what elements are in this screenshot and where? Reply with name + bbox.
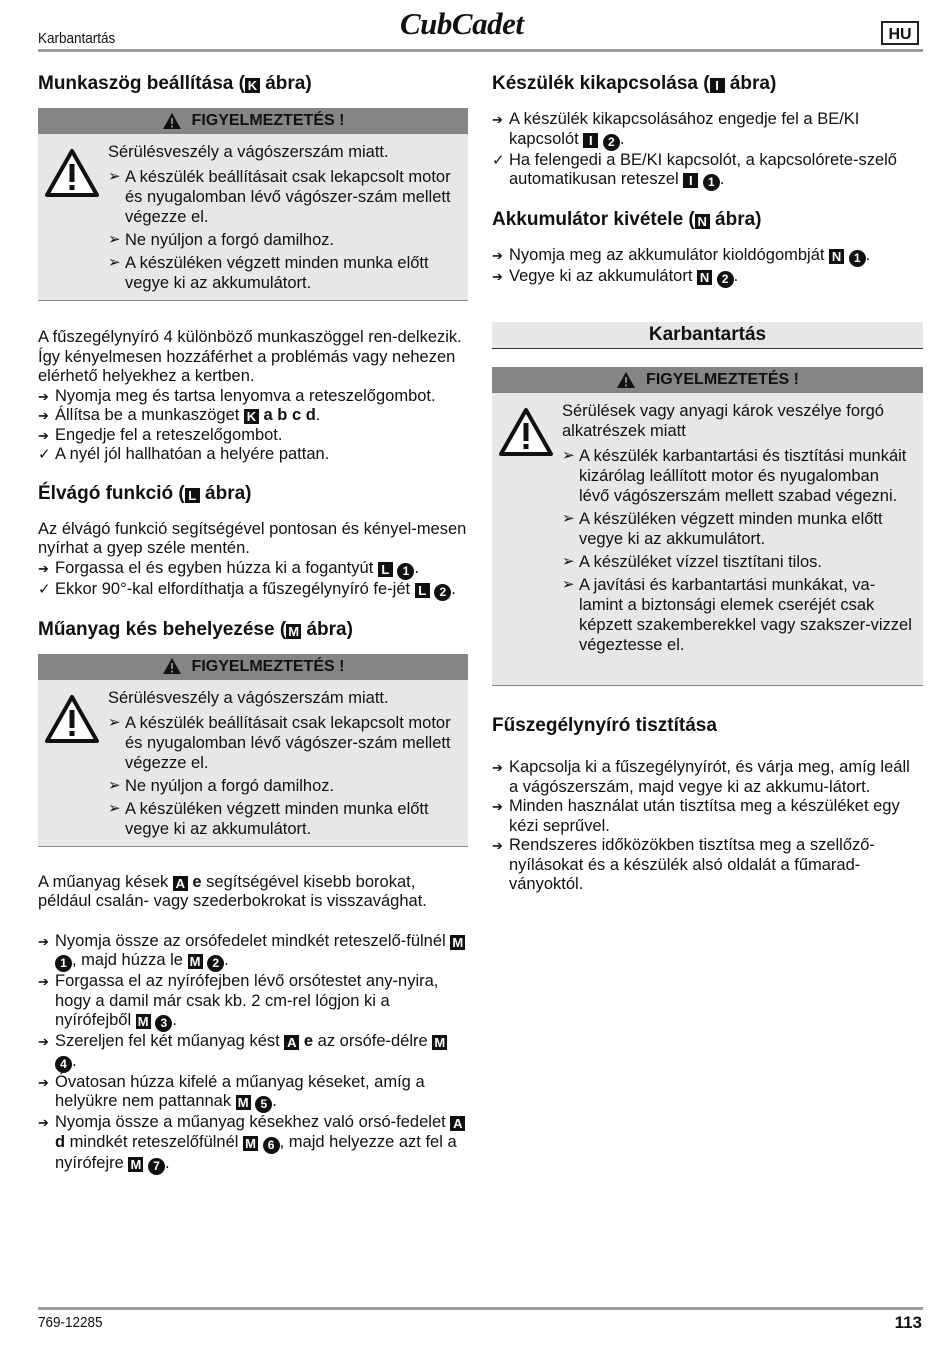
warning-title: FIGYELMEZTETÉS ! xyxy=(38,108,468,134)
warning-item: ➢ A készülék beállításait csak lekapcsolt motor és nyugalomban lévő vágószer-szám mellett végezze el. xyxy=(108,168,451,226)
step-item: ➔ Nyomja össze az orsófedelet mindkét reteszelő-fülnél M 1 , majd húzza le M 2 . xyxy=(38,932,468,973)
warning-title: FIGYELMEZTETÉS ! xyxy=(492,367,923,393)
right-column xyxy=(492,72,923,895)
step-item: ➔ Rendszeres időközökben tisztítsa meg a szellőző-nyílásokat és a készülék alsó oldalát a fűmarad-ványoktól. xyxy=(492,836,875,893)
warning-item: ➢ A készüléket vízzel tisztítani tilos. xyxy=(562,553,823,571)
step-item: ➔ Óvatosan húzza kifelé a műanyag késeket, amíg a helyükre nem pattannak M 5 . xyxy=(38,1072,425,1111)
language-badge: HU xyxy=(881,21,919,45)
step-item: ➔ Forgassa el az nyírófejben lévő orsótestet any-nyira, hogy a damil már csak kb. 2 cm-rel lógjon ki a nyírófejből M 3 . xyxy=(38,972,439,1030)
paragraph: Az élvágó funkció segítségével pontosan és kényel-mesen nyírhat a gyep széle mentén. xyxy=(38,519,467,557)
warning-triangle-icon xyxy=(44,694,100,744)
step-item: ➔ Nyomja meg és tartsa lenyomva a reteszelőgombot. xyxy=(38,386,436,405)
warning-title: FIGYELMEZTETÉS ! xyxy=(38,654,468,680)
warning-box xyxy=(492,367,923,686)
step-item: ➔ Minden használat után tisztítsa meg a készüléket egy kézi seprűvel. xyxy=(492,797,900,835)
heading-work-angle: Munkaszög beállítása ( K ábra) xyxy=(38,73,312,94)
paragraph: A fűszegélynyíró 4 különböző munkaszöggel ren-delkezik. Így kényelmesen hozzáférhet a problémás vagy nehezen elérhető helyekhez a kertben. xyxy=(38,328,462,385)
warning-box xyxy=(38,108,468,301)
warning-triangle-icon xyxy=(498,407,554,457)
heading-edge-cut: Élvágó funkció ( L ábra) xyxy=(38,482,252,504)
step-item: ➔ A készülék kikapcsolásához engedje fel a BE/KI kapcsolót I 2 . xyxy=(492,110,860,149)
warning-item: ➢ A készülék beállításait csak lekapcsolt motor és nyugalomban lévő vágószer-szám mellett végezze el. xyxy=(108,713,451,772)
header-rule xyxy=(38,49,923,52)
warning-intro: Sérülések vagy anyagi károk veszélye forgó alkatrészek miatt xyxy=(562,402,884,440)
warning-intro: Sérülésveszély a vágószerszám miatt. xyxy=(108,143,389,161)
step-item: ➔ Nyomja meg az akkumulátor kioldógombját N 1 . xyxy=(492,246,871,265)
warning-triangle-icon xyxy=(44,148,100,198)
document-number: 769-12285 xyxy=(38,1314,103,1331)
section-title: Karbantartás xyxy=(492,322,923,349)
heading-battery-removal: Akkumulátor kivétele ( N ábra) xyxy=(492,209,762,230)
paragraph: A műanyag kések A e segítségével kisebb borokat, például csalán- vagy szederbokrokat is visszavághat. xyxy=(38,872,427,910)
warning-item: ➢ A készüléken végzett minden munka előtt vegye ki az akkumulátort. xyxy=(108,254,429,292)
warning-item: ➢ Ne nyúljon a forgó damilhoz. xyxy=(108,776,335,795)
step-item: ➔ Kapcsolja ki a fűszegélynyírót, és várja meg, amíg leáll a vágószerszám, majd vegye ki az akkumu-látort. xyxy=(492,758,910,796)
warning-icon xyxy=(162,112,182,130)
step-item: ➔ Forgassa el és egyben húzza ki a fogantyút L 1 . xyxy=(38,558,420,578)
result-item: ✓ A nyél jól hallhatóan a helyére pattan. xyxy=(38,445,330,463)
warning-icon xyxy=(616,371,636,389)
warning-icon xyxy=(162,657,182,675)
step-item: ➔ Vegye ki az akkumulátort N 2 . xyxy=(492,267,739,286)
heading-switch-off: Készülék kikapcsolása ( I ábra) xyxy=(492,73,777,94)
warning-item: ➢ A készülék karbantartási és tisztítási munkáit kizárólag leállított motor és nyugalomban lévő vágószerszám mellett szabad végezni. xyxy=(562,447,907,505)
heading-cleaning: Fűszegélynyíró tisztítása xyxy=(492,715,717,736)
heading-plastic-blade: Műanyag kés behelyezése ( M ábra) xyxy=(38,618,353,640)
header-section-label: Karbantartás xyxy=(38,30,116,47)
warning-box xyxy=(38,654,468,847)
result-item: ✓ Ha felengedi a BE/KI kapcsolót, a kapcsolórete-szelő automatikusan reteszel I 1 . xyxy=(492,150,897,189)
warning-intro: Sérülésveszély a vágószerszám miatt. xyxy=(108,688,389,707)
page-number: 113 xyxy=(894,1313,922,1332)
warning-item: ➢ Ne nyúljon a forgó damilhoz. xyxy=(108,231,335,249)
step-item: ➔ Szereljen fel két műanyag kést A e az orsófe-délre M 4 . xyxy=(38,1032,468,1073)
step-item: ➔ Nyomja össze a műanyag késekhez való orsó-fedelet A d mindkét reteszelőfülnél M 6 , majd helyezze azt fel a nyírófejre M 7 . xyxy=(38,1113,468,1175)
warning-item: ➢ A készüléken végzett minden munka előtt vegye ki az akkumulátort. xyxy=(108,799,429,838)
warning-item: ➢ A javítási és karbantartási munkákat, va-lamint a biztonsági elemek cseréjét csak képzett szakemberekkel vagy szakszer-vizzel végeztesse el. xyxy=(562,576,912,654)
result-item: ✓ Ekkor 90°-kal elfordíthatja a fűszegélynyíró fe-jét L 2 . xyxy=(38,579,456,599)
left-column xyxy=(38,72,468,1175)
brand-logo: CubCadet xyxy=(400,6,524,41)
footer-rule xyxy=(38,1307,923,1310)
step-item: ➔ Engedje fel a reteszelőgombot. xyxy=(38,425,283,444)
warning-item: ➢ A készüléken végzett minden munka előtt vegye ki az akkumulátort. xyxy=(562,510,883,548)
step-item: ➔ Állítsa be a munkaszöget K a b c d. xyxy=(38,406,321,424)
